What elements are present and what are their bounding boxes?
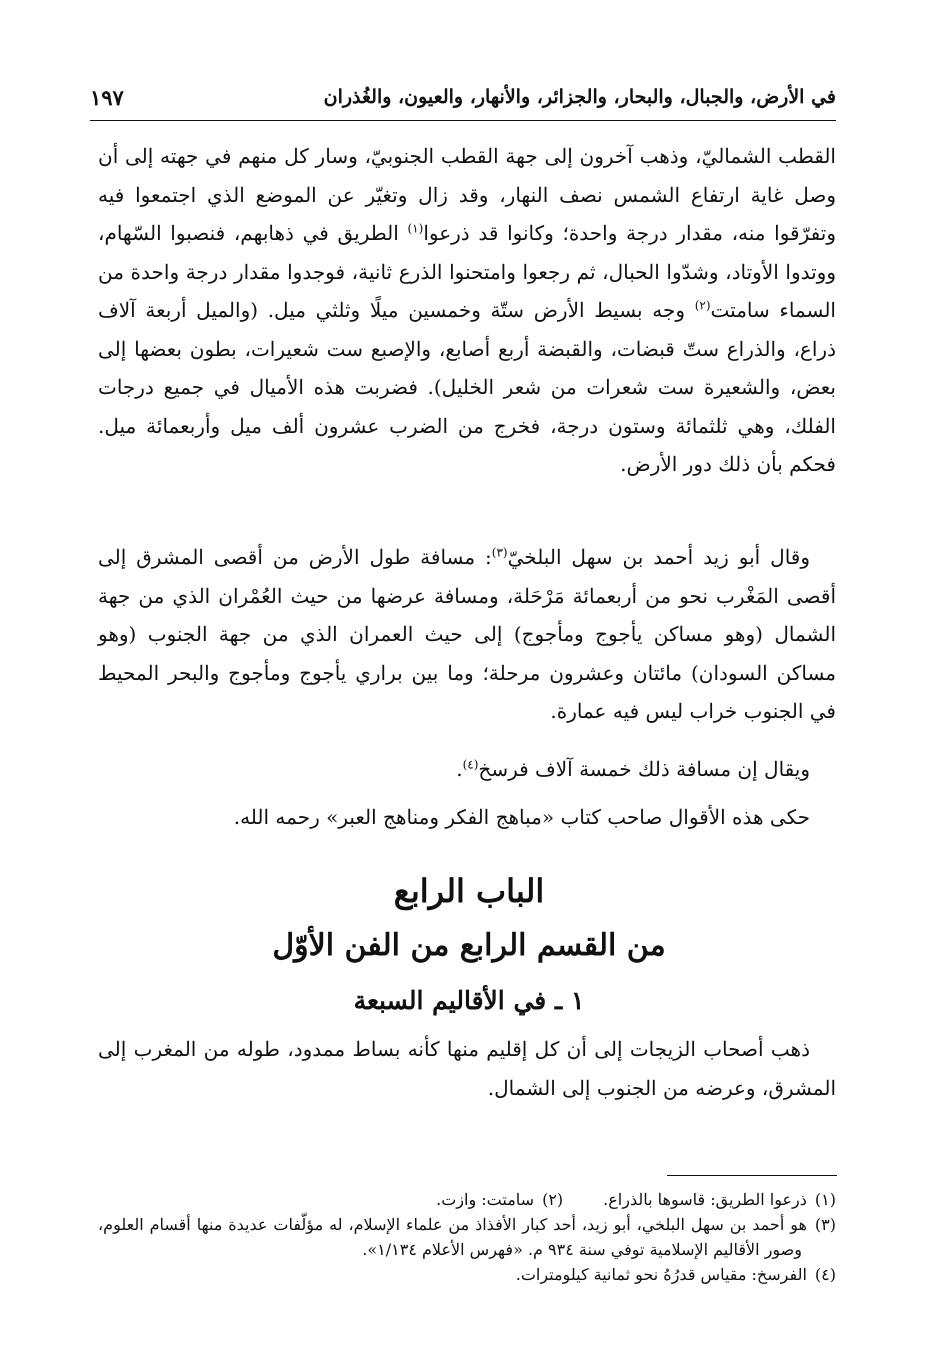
paragraph-text: ويقال إن مسافة ذلك خمسة آلاف فرسخ — [478, 757, 810, 781]
paragraph-text: وجه بسيط الأرض ستّة وخمسين ميلًا وثلثي ميل. (والميل أربعة آلاف ذراع، والذراع ستّ قبضات، والقبضة أربع أصابع، والإصبع ست شعيرات، بطون بعضها إلى بعض، والشعيرة ست شعرات من شعر الخليل). فضربت هذه الأميال في جميع درجات الفلك، وهي ثلثمائة وستون درجة، فخرج من الضرب عشرون ألف ميل وأربعمائة ميل. فحكم بأن ذلك دور الأرض. — [98, 298, 836, 476]
footnote-3 — [98, 1212, 836, 1262]
paragraph-earth-measurement — [98, 137, 836, 484]
footnote-number: (١) — [814, 1190, 836, 1209]
paragraph-text: : مسافة طول الأرض من أقصى المشرق إلى أقصى المَغْرب نحو من أربعمائة مَرْحَلة، ومسافة عرضها من حيث العُمْران الذي من جهة الشمال (وهو مساكن يأجوج ومأجوج) إلى حيث العمران الذي من جهة الجنوب (وهو مساكن السودان) مائتان وعشرون مرحلة؛ وما بين براري يأجوج ومأجوج والبحر المحيط في الجنوب خراب ليس فيه عمارة. — [98, 545, 837, 723]
footnote-ref-4: (٤) — [462, 757, 479, 772]
footnote-rule — [667, 1175, 837, 1176]
running-title: في الأرض، والجبال، والبحار، والجزائر، والأنهار، والعيون، والغُذران — [323, 86, 836, 108]
footnote-text: هو أحمد بن سهل البلخي، أبو زيد، أحد كبار الأفذاذ من علماء الإسلام، له مؤلّفات عديدة منها أقسام العلوم، وصور الأقاليم الإسلامية توفي سنة ٩٣٤ م. «فهرس الأعلام ١/١٣٤». — [98, 1215, 807, 1259]
footnote-ref-1: (١) — [407, 221, 424, 236]
paragraph-text: . — [456, 757, 463, 781]
footnote-number: (٣) — [814, 1215, 837, 1234]
footnote-row — [98, 1187, 836, 1212]
paragraph-balkhi — [98, 538, 836, 731]
paragraph-text: وقال أبو زيد أحمد بن سهل البلخيّ — [507, 545, 811, 569]
footnote-2 — [436, 1187, 563, 1212]
paragraph-farsakh — [98, 750, 836, 789]
footnote-number: (٤) — [814, 1265, 836, 1284]
footnotes — [98, 1187, 836, 1287]
section-heading: من القسم الرابع من الفن الأوّل — [272, 928, 666, 963]
footnote-4 — [98, 1262, 836, 1287]
footnote-text: الفرسخ: مقياس قدرُهُ نحو ثمانية كيلومترات. — [515, 1265, 807, 1284]
subsection-heading: ١ ـ في الأقاليم السبعة — [353, 986, 585, 1015]
footnote-ref-2: (٢) — [694, 298, 711, 313]
footnote-ref-3: (٣) — [491, 545, 508, 560]
paragraph-text: القطب الشماليّ، وذهب آخرون إلى جهة القطب الجنوبيّ، وسار كل منهم في جهته إلى أن وصل غاية ارتفاع الشمس نصف النهار، وقد زال وتغيّر عن الموضع الذي اجتمعوا فيه وتفرّقوا منه، مقدار درجة واحدة؛ وكانوا قد ذرعوا — [98, 144, 836, 245]
page-number: ١٩٧ — [90, 84, 124, 110]
footnote-text: ذرعوا الطريق: قاسوها بالذراع. — [603, 1190, 807, 1209]
header-rule — [90, 120, 836, 121]
footnote-number: (٢) — [542, 1190, 564, 1209]
paragraph-climes: ذهب أصحاب الزيجات إلى أن كل إقليم منها كأنه بساط ممدود، طوله من المغرب إلى المشرق، وعرضه من الجنوب إلى الشمال. — [98, 1037, 836, 1100]
paragraph-text: الطريق في ذهابهم، فنصبوا السّهام، ووتدوا الأوتاد، وشدّوا الحبال، ثم رجعوا وامتحنوا الذرع ثانية، فوجدوا مقدار درجة واحدة من السماء سامتت — [98, 221, 836, 322]
page-header — [90, 78, 836, 116]
footnote-text: سامتت: وازت. — [436, 1190, 535, 1209]
footnote-1 — [603, 1187, 836, 1212]
chapter-heading: الباب الرابع — [393, 872, 545, 910]
paragraph-source: حكى هذه الأقوال صاحب كتاب «مباهج الفكر ومناهج العبر» رحمه الله. — [233, 805, 810, 829]
